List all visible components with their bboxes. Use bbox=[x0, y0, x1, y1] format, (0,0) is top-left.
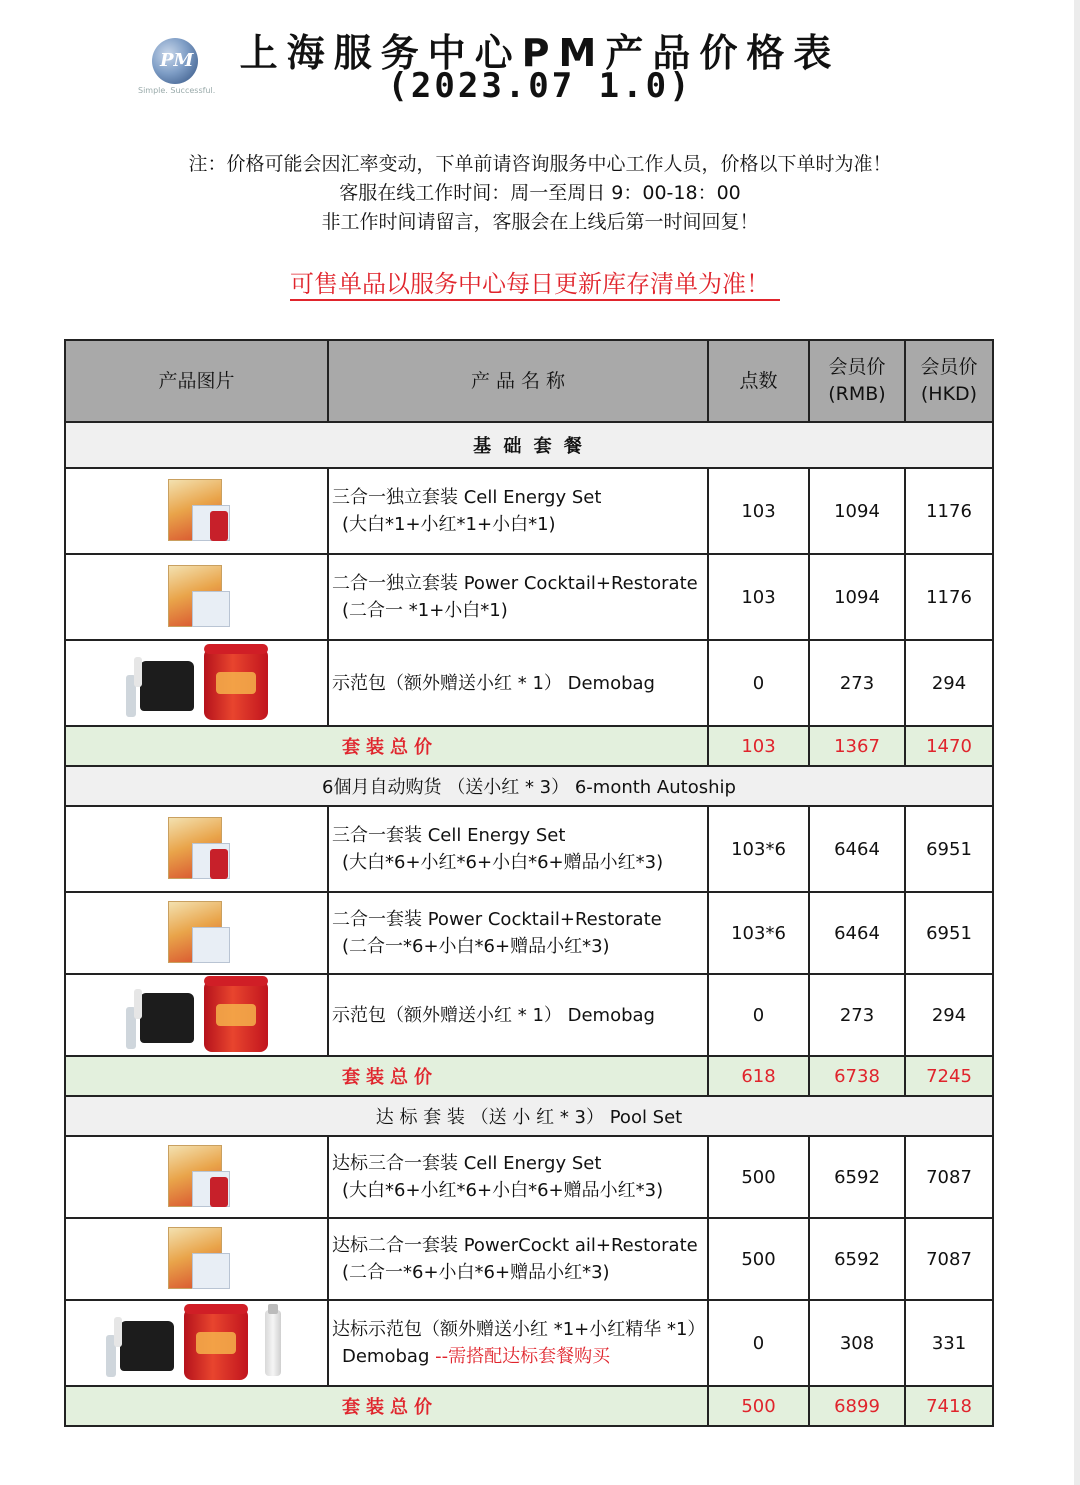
points-cell: 103*6 bbox=[708, 806, 809, 892]
points-cell: 0 bbox=[708, 640, 809, 726]
total-label: 套装总价 bbox=[65, 1386, 708, 1426]
points-cell: 500 bbox=[708, 1218, 809, 1300]
power-cocktail-box-icon bbox=[166, 901, 228, 965]
section-title: 达 标 套 装 （送 小 红 * 3） Pool Set bbox=[65, 1096, 993, 1136]
total-row bbox=[65, 1386, 993, 1426]
rmb-label: 会员价 bbox=[828, 356, 886, 378]
rmb-cell: 6464 bbox=[809, 892, 905, 974]
total-rmb: 1367 bbox=[809, 726, 905, 766]
product-image bbox=[65, 1218, 328, 1300]
cell-energy-box-icon bbox=[166, 1145, 228, 1209]
power-cocktail-box-icon bbox=[166, 565, 228, 629]
activize-tub-icon bbox=[202, 976, 270, 1054]
hkd-cell: 6951 bbox=[905, 806, 993, 892]
product-name bbox=[328, 640, 708, 726]
product-name bbox=[328, 554, 708, 640]
demobag-icon bbox=[104, 1307, 178, 1379]
hkd-unit: (HKD) bbox=[920, 383, 978, 405]
activize-tub-icon bbox=[202, 644, 270, 722]
product-name-line1: 达标三合一套装 Cell Energy Set bbox=[332, 1153, 602, 1174]
product-image bbox=[65, 806, 328, 892]
rmb-unit: (RMB) bbox=[828, 383, 886, 405]
total-row bbox=[65, 726, 993, 766]
rmb-cell: 1094 bbox=[809, 468, 905, 554]
table-row bbox=[65, 892, 993, 974]
table-row bbox=[65, 468, 993, 554]
total-label: 套装总价 bbox=[65, 1056, 708, 1096]
product-name-line2: (二合一 *1+小白*1) bbox=[342, 600, 508, 621]
product-name bbox=[328, 1300, 708, 1386]
product-image bbox=[65, 1136, 328, 1218]
points-cell: 500 bbox=[708, 1136, 809, 1218]
product-name-line1: 二合一独立套装 Power Cocktail+Restorate bbox=[332, 573, 698, 594]
product-name-line2: (大白*6+小红*6+小白*6+赠品小红*3) bbox=[342, 1180, 664, 1201]
hkd-cell: 1176 bbox=[905, 554, 993, 640]
section-title: 基 础 套 餐 bbox=[65, 422, 993, 468]
product-image bbox=[65, 554, 328, 640]
product-image bbox=[65, 892, 328, 974]
product-name bbox=[328, 806, 708, 892]
rmb-cell: 273 bbox=[809, 640, 905, 726]
table-row bbox=[65, 806, 993, 892]
cell-energy-box-icon bbox=[166, 817, 228, 881]
product-name bbox=[328, 1136, 708, 1218]
cell-energy-box-icon bbox=[166, 479, 228, 543]
rmb-cell: 6464 bbox=[809, 806, 905, 892]
total-hkd: 7245 bbox=[905, 1056, 993, 1096]
power-cocktail-box-icon bbox=[166, 1227, 228, 1291]
total-points: 103 bbox=[708, 726, 809, 766]
rmb-cell: 308 bbox=[809, 1300, 905, 1386]
total-row bbox=[65, 1056, 993, 1096]
section-row bbox=[65, 766, 993, 806]
points-cell: 0 bbox=[708, 1300, 809, 1386]
section-row bbox=[65, 422, 993, 468]
table-row bbox=[65, 1300, 993, 1386]
total-label: 套装总价 bbox=[65, 726, 708, 766]
product-name-line1: 示范包（额外赠送小红 * 1） Demobag bbox=[332, 1004, 655, 1026]
product-name-line2: (大白*6+小红*6+小白*6+赠品小红*3) bbox=[342, 852, 664, 873]
note-line: 客服在线工作时间：周一至周日 9：00-18：00 bbox=[339, 182, 741, 204]
total-rmb: 6899 bbox=[809, 1386, 905, 1426]
logo-mark-icon: PM bbox=[160, 50, 194, 71]
product-image bbox=[65, 1300, 328, 1386]
product-name-line1: 达标二合一套装 PowerCockt ail+Restorate bbox=[332, 1235, 698, 1256]
product-name bbox=[328, 1218, 708, 1300]
product-name-line2 bbox=[332, 1343, 707, 1370]
product-image bbox=[65, 468, 328, 554]
notes-block bbox=[0, 150, 1080, 237]
product-name-line2: (大白*1+小红*1+小白*1) bbox=[342, 514, 556, 535]
demobag-icon bbox=[124, 647, 198, 719]
total-hkd: 7418 bbox=[905, 1386, 993, 1426]
demobag-label: Demobag bbox=[342, 1346, 436, 1367]
total-rmb: 6738 bbox=[809, 1056, 905, 1096]
product-name-line1: 三合一套装 Cell Energy Set bbox=[332, 825, 566, 846]
table-header-row bbox=[65, 340, 993, 422]
total-points: 618 bbox=[708, 1056, 809, 1096]
rmb-cell: 6592 bbox=[809, 1218, 905, 1300]
section-row bbox=[65, 1096, 993, 1136]
product-image bbox=[65, 640, 328, 726]
col-header-image: 产品图片 bbox=[65, 340, 328, 422]
table-row bbox=[65, 640, 993, 726]
table-row bbox=[65, 974, 993, 1056]
points-cell: 0 bbox=[708, 974, 809, 1056]
hkd-cell: 1176 bbox=[905, 468, 993, 554]
total-points: 500 bbox=[708, 1386, 809, 1426]
rmb-cell: 6592 bbox=[809, 1136, 905, 1218]
table-row bbox=[65, 1136, 993, 1218]
serum-vial-icon bbox=[256, 1304, 290, 1382]
points-cell: 103 bbox=[708, 554, 809, 640]
total-hkd: 1470 bbox=[905, 726, 993, 766]
hkd-cell: 6951 bbox=[905, 892, 993, 974]
stock-alert bbox=[0, 264, 1070, 299]
page-subtitle: (2023.07 1.0) bbox=[387, 66, 693, 106]
hkd-cell: 294 bbox=[905, 974, 993, 1056]
note-line: 非工作时间请留言，客服会在上线后第一时间回复！ bbox=[321, 211, 759, 233]
points-cell: 103*6 bbox=[708, 892, 809, 974]
section-title: 6個月自动购货 （送小红 * 3） 6-month Autoship bbox=[65, 766, 993, 806]
product-name-line1: 示范包（额外赠送小红 * 1） Demobag bbox=[332, 672, 655, 694]
col-header-points: 点数 bbox=[708, 340, 809, 422]
hkd-cell: 294 bbox=[905, 640, 993, 726]
purchase-condition-note: --需搭配达标套餐购买 bbox=[435, 1346, 611, 1367]
col-header-name: 产 品 名 称 bbox=[328, 340, 708, 422]
hkd-cell: 7087 bbox=[905, 1136, 993, 1218]
hkd-cell: 7087 bbox=[905, 1218, 993, 1300]
stock-alert-text: 可售单品以服务中心每日更新库存清单为准！ bbox=[290, 270, 780, 301]
product-name bbox=[328, 468, 708, 554]
col-header-rmb bbox=[809, 340, 905, 422]
product-name-line1: 三合一独立套装 Cell Energy Set bbox=[332, 487, 602, 508]
demobag-icon bbox=[124, 979, 198, 1051]
rmb-cell: 1094 bbox=[809, 554, 905, 640]
rmb-cell: 273 bbox=[809, 974, 905, 1056]
product-name-line2: (二合一*6+小白*6+赠品小红*3) bbox=[342, 936, 610, 957]
page-title: 上海服务中心PM产品价格表 bbox=[239, 31, 841, 75]
product-name-line2: (二合一*6+小白*6+赠品小红*3) bbox=[342, 1262, 610, 1283]
col-header-hkd bbox=[905, 340, 993, 422]
hkd-cell: 331 bbox=[905, 1300, 993, 1386]
table-row bbox=[65, 1218, 993, 1300]
table-row bbox=[65, 554, 993, 640]
product-name-line1: 二合一套装 Power Cocktail+Restorate bbox=[332, 909, 662, 930]
product-name bbox=[328, 974, 708, 1056]
points-cell: 103 bbox=[708, 468, 809, 554]
logo-tagline: Simple. Successful. bbox=[138, 86, 216, 95]
activize-tub-icon bbox=[182, 1304, 250, 1382]
price-table bbox=[64, 339, 994, 1427]
product-name-line1: 达标示范包（额外赠送小红 *1+小红精华 *1） bbox=[332, 1319, 706, 1340]
note-line: 注：价格可能会因汇率变动，下单前请咨询服务中心工作人员，价格以下单时为准！ bbox=[188, 153, 892, 175]
product-name bbox=[328, 892, 708, 974]
product-image bbox=[65, 974, 328, 1056]
hkd-label: 会员价 bbox=[920, 356, 978, 378]
